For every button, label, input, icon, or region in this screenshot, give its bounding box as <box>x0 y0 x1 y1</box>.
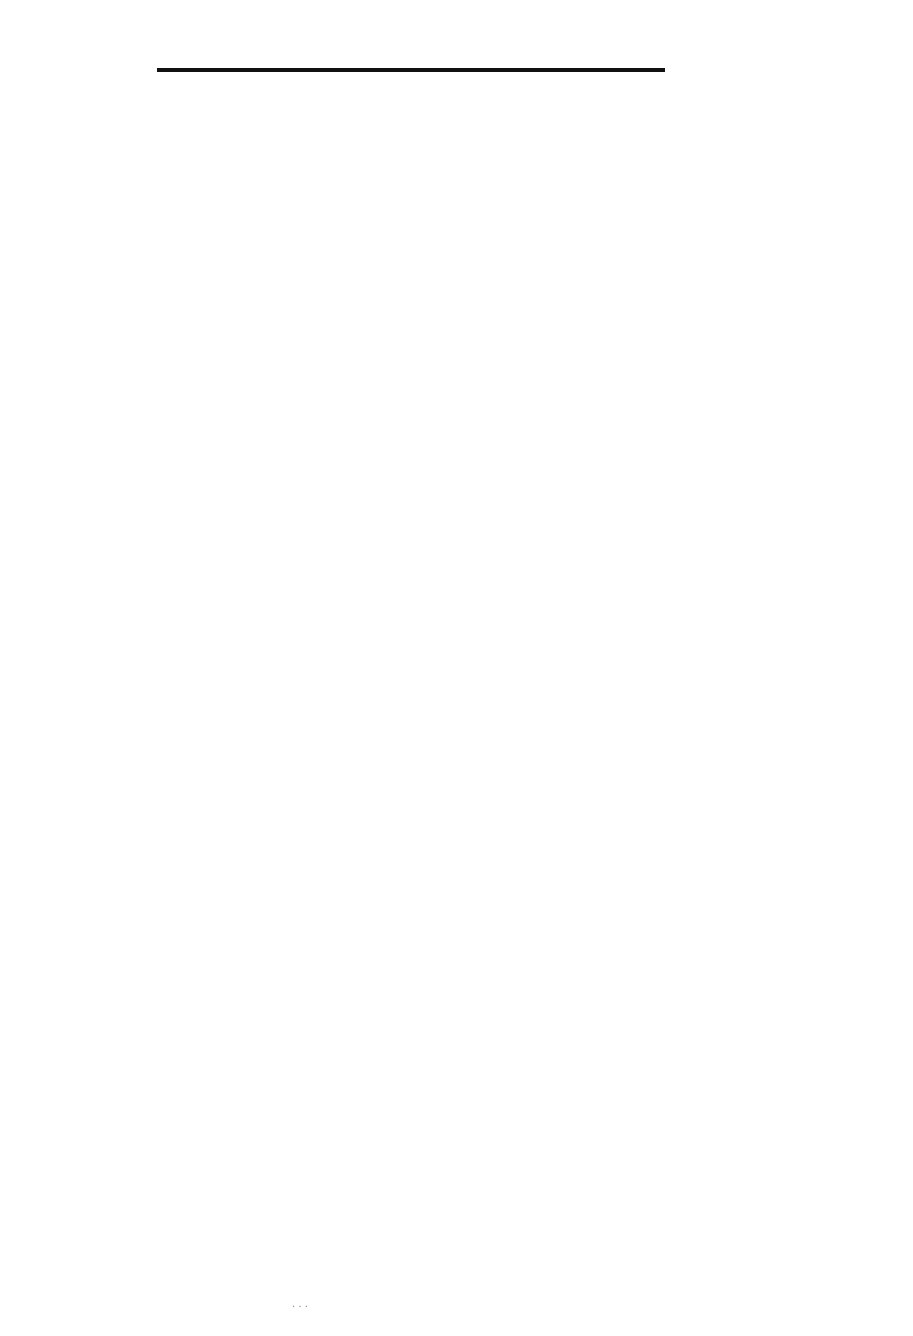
page-header <box>95 50 815 90</box>
scan-speck: · · · <box>292 1302 308 1313</box>
header-rule <box>157 68 665 72</box>
